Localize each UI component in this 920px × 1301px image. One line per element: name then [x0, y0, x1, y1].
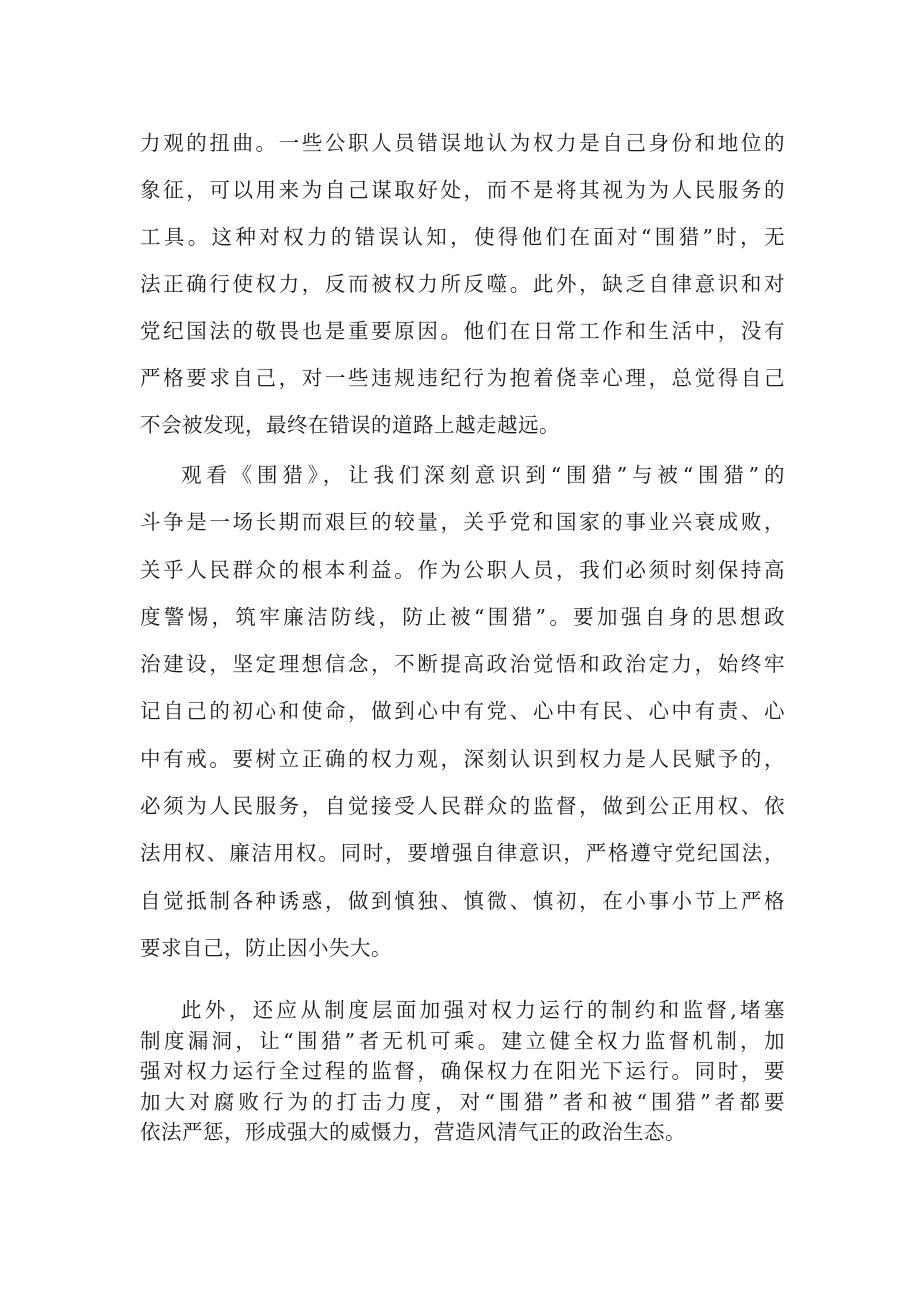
- text-line: 加大对腐败行为的打击力度，对“围猎”者和被“围猎”者都要: [140, 1089, 785, 1114]
- paragraph-watching-weilie: [140, 452, 785, 972]
- paragraph-power-view: [140, 120, 785, 449]
- text-line: 法正确行使权力，反而被权力所反噬。此外，缺乏自律意识和对: [140, 272, 785, 296]
- text-line: 治建设，坚定理想信念，不断提高政治觉悟和政治定力，始终牢: [140, 652, 785, 677]
- text-line: 观看《围猎》，让我们深刻意识到“围猎”与被“围猎”的: [181, 463, 785, 487]
- text-line: 斗争是一场长期而艰巨的较量，关乎党和国家的事业兴衰成败，: [140, 510, 785, 535]
- paragraph-institutional-supervision: [140, 995, 785, 1148]
- text-line: 不会被发现，最终在错误的道路上越走越远。: [140, 413, 560, 437]
- text-line: 强对权力运行全过程的监督，确保权力在阳光下运行。同时，要: [140, 1059, 785, 1083]
- text-line: 必须为人民服务，自觉接受人民群众的监督，做到公正用权、依: [140, 794, 785, 819]
- text-line: 要求自己，防止因小失大。: [140, 935, 392, 960]
- text-line: 记自己的初心和使命，做到心中有党、心中有民、心中有责、心: [140, 699, 785, 724]
- text-line: 严格要求自己，对一些违规违纪行为抱着侥幸心理，总觉得自己: [140, 366, 785, 390]
- text-line: 自觉抵制各种诱惑，做到慎独、慎微、慎初，在小事小节上严格: [140, 888, 785, 913]
- text-line: 关乎人民群众的根本利益。作为公职人员，我们必须时刻保持高: [140, 557, 785, 582]
- text-line: 制度漏洞，让“围猎”者无机可乘。建立健全权力监督机制，加: [140, 1028, 785, 1053]
- text-line: 象征，可以用来为自己谋取好处，而不是将其视为为人民服务的: [140, 178, 785, 202]
- text-line: 此外，还应从制度层面加强对权力运行的制约和监督,堵塞: [181, 998, 785, 1022]
- text-line: 中有戒。要树立正确的权力观，深刻认识到权力是人民赋予的，: [140, 746, 785, 771]
- text-line: 依法严惩，形成强大的威慑力，营造风清气正的政治生态。: [140, 1120, 686, 1144]
- text-line: 党纪国法的敬畏也是重要原因。他们在日常工作和生活中，没有: [140, 319, 785, 343]
- text-line: 法用权、廉洁用权。同时，要增强自律意识，严格遵守党纪国法，: [140, 841, 785, 866]
- text-line: 工具。这种对权力的错误认知，使得他们在面对“围猎”时，无: [140, 225, 785, 249]
- text-line: 度警惕，筑牢廉洁防线，防止被“围猎”。要加强自身的思想政: [140, 604, 785, 629]
- text-line: 力观的扭曲。一些公职人员错误地认为权力是自己身份和地位的: [140, 131, 785, 155]
